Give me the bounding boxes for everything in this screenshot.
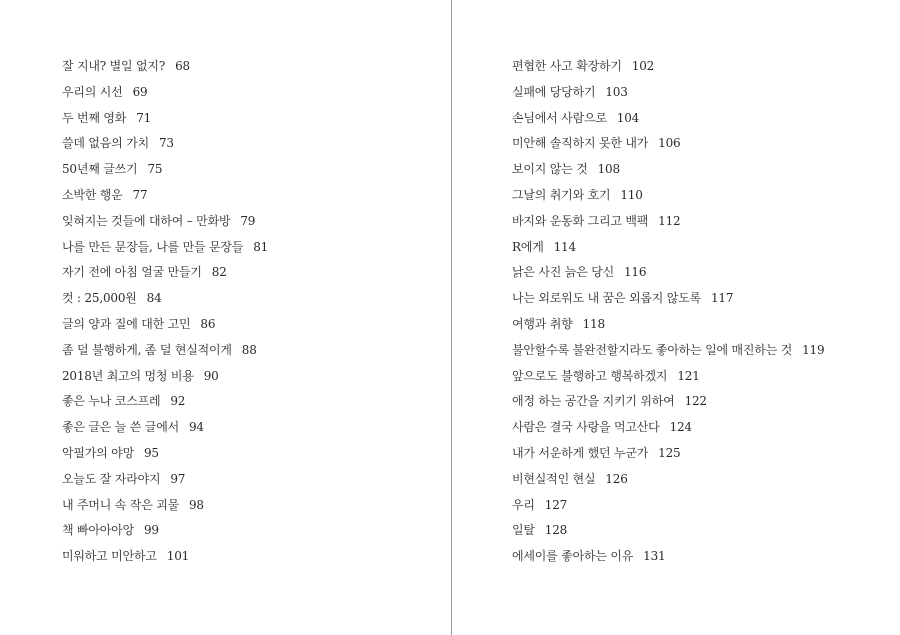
toc-entry-title: 좋은 글은 늘 쓴 글에서 bbox=[62, 420, 179, 435]
toc-entry-page-number: 71 bbox=[136, 110, 152, 125]
toc-entry-title: 미워하고 미안하고 bbox=[62, 549, 157, 564]
toc-entry bbox=[62, 183, 268, 209]
toc-entry bbox=[512, 209, 824, 235]
toc-entry bbox=[512, 80, 824, 106]
toc-entry-title: R에게 bbox=[512, 239, 544, 254]
toc-entry-page-number: 112 bbox=[658, 213, 681, 228]
toc-entry bbox=[62, 209, 268, 235]
toc-entry-title: 두 번째 영화 bbox=[62, 110, 127, 125]
toc-entry bbox=[512, 467, 824, 493]
toc-entry-page-number: 118 bbox=[582, 316, 605, 331]
toc-entry-page-number: 88 bbox=[241, 342, 257, 357]
toc-entry-title: 자기 전에 아침 얼굴 만들기 bbox=[62, 265, 202, 280]
toc-entry-page-number: 121 bbox=[677, 368, 700, 383]
toc-entry-page-number: 117 bbox=[710, 291, 734, 306]
toc-entry-page-number: 97 bbox=[170, 471, 186, 486]
toc-entry-page-number: 98 bbox=[189, 497, 204, 512]
right-page bbox=[452, 0, 900, 635]
toc-entry-title: 우리 bbox=[512, 497, 535, 512]
toc-entry bbox=[62, 131, 268, 157]
toc-entry-page-number: 116 bbox=[623, 265, 647, 280]
toc-entry bbox=[512, 493, 824, 519]
toc-entry-title: 소박한 행운 bbox=[62, 187, 123, 202]
toc-entry bbox=[62, 106, 268, 132]
toc-entry bbox=[512, 131, 824, 157]
toc-entry-title: 애정 하는 공간을 지키기 위하여 bbox=[512, 394, 675, 409]
toc-entry-title: 쓸데 없음의 가치 bbox=[62, 136, 149, 151]
toc-entry bbox=[62, 467, 268, 493]
toc-entry-page-number: 79 bbox=[240, 213, 256, 228]
toc-entry-page-number: 95 bbox=[143, 445, 159, 460]
toc-entry-page-number: 110 bbox=[620, 187, 643, 202]
toc-entry bbox=[512, 312, 824, 338]
toc-entry-title: 나를 만든 문장들, 나를 만들 문장들 bbox=[62, 239, 244, 254]
toc-entry-title: 2018년 최고의 멍청 비용 bbox=[62, 368, 194, 383]
toc-entry-page-number: 73 bbox=[158, 136, 174, 151]
toc-entry-title: 사람은 결국 사랑을 먹고산다 bbox=[512, 420, 660, 435]
toc-entry bbox=[62, 235, 268, 261]
toc-entry bbox=[62, 544, 268, 570]
toc-entry-title: 오늘도 잘 자라야지 bbox=[62, 471, 161, 486]
toc-entry-title: 컷 : 25,000원 bbox=[62, 291, 137, 306]
toc-entry bbox=[62, 286, 268, 312]
toc-entry-title: 내가 서운하게 했던 누군가 bbox=[512, 445, 649, 460]
toc-entry-page-number: 69 bbox=[132, 84, 148, 99]
toc-entry-page-number: 131 bbox=[643, 549, 666, 564]
toc-entry bbox=[62, 338, 268, 364]
toc-entry-page-number: 122 bbox=[684, 394, 707, 409]
toc-entry-page-number: 106 bbox=[658, 136, 681, 151]
toc-entry bbox=[62, 415, 268, 441]
toc-entry-title: 여행과 취향 bbox=[512, 316, 573, 331]
toc-entry-title: 손님에서 사람으로 bbox=[512, 110, 607, 125]
toc-entry-title: 잘 지내? 별일 없지? bbox=[62, 59, 166, 73]
toc-entry-title: 바지와 운동화 그리고 백팩 bbox=[512, 213, 649, 228]
toc-entry-page-number: 125 bbox=[658, 445, 681, 460]
toc-entry bbox=[62, 54, 268, 80]
toc-entry bbox=[62, 518, 268, 544]
toc-entry bbox=[512, 544, 824, 570]
toc-entry-title: 그날의 취기와 호기 bbox=[512, 187, 611, 202]
toc-entry-title: 실패에 당당하기 bbox=[512, 84, 596, 99]
toc-entry-title: 좋은 누나 코스프레 bbox=[62, 394, 161, 409]
toc-entry bbox=[512, 260, 824, 286]
toc-entry-title: 낡은 사진 늙은 당신 bbox=[512, 265, 614, 280]
toc-entry-page-number: 75 bbox=[147, 162, 163, 177]
toc-entry bbox=[512, 364, 824, 390]
toc-entry-page-number: 84 bbox=[146, 291, 162, 306]
toc-entry-title: 일탈 bbox=[512, 523, 535, 538]
toc-entry bbox=[512, 235, 824, 261]
toc-entry-title: 좀 덜 불행하게, 좀 덜 현실적이게 bbox=[62, 342, 232, 357]
toc-entry-title: 에세이를 좋아하는 이유 bbox=[512, 549, 634, 564]
toc-entry-page-number: 101 bbox=[166, 549, 190, 564]
toc-entry-title: 잊혀지는 것들에 대하여 – 만화방 bbox=[62, 213, 231, 228]
toc-entry-page-number: 92 bbox=[170, 394, 186, 409]
toc-entry bbox=[512, 54, 824, 80]
toc-entry bbox=[512, 106, 824, 132]
toc-list-left bbox=[62, 54, 268, 570]
toc-entry-title: 글의 양과 질에 대한 고민 bbox=[62, 316, 191, 331]
toc-entry-title: 불안할수록 불완전할지라도 좋아하는 일에 매진하는 것 bbox=[512, 342, 793, 357]
toc-entry bbox=[512, 389, 824, 415]
toc-entry bbox=[512, 415, 824, 441]
toc-entry-title: 앞으로도 불행하고 행복하겠지 bbox=[512, 368, 668, 383]
toc-entry-title: 보이지 않는 것 bbox=[512, 162, 588, 177]
toc-entry-page-number: 126 bbox=[605, 471, 628, 486]
toc-entry-page-number: 128 bbox=[544, 523, 568, 538]
toc-entry-title: 우리의 시선 bbox=[62, 84, 123, 99]
toc-entry-title: 악필가의 야망 bbox=[62, 445, 134, 460]
toc-entry-page-number: 77 bbox=[132, 187, 148, 202]
toc-entry-page-number: 102 bbox=[631, 59, 655, 73]
toc-entry bbox=[512, 286, 824, 312]
toc-entry bbox=[62, 157, 268, 183]
toc-entry-title: 나는 외로워도 내 꿈은 외롭지 않도록 bbox=[512, 291, 701, 306]
toc-entry-page-number: 90 bbox=[203, 368, 219, 383]
toc-entry-title: 책 빠아아아앙 bbox=[62, 523, 134, 538]
toc-entry bbox=[62, 441, 268, 467]
toc-entry bbox=[512, 338, 824, 364]
toc-entry bbox=[62, 312, 268, 338]
toc-entry-title: 편협한 사고 확장하기 bbox=[512, 59, 622, 73]
toc-entry-page-number: 81 bbox=[253, 239, 269, 254]
toc-entry-page-number: 119 bbox=[802, 342, 825, 357]
toc-entry bbox=[512, 518, 824, 544]
toc-entry-page-number: 127 bbox=[544, 497, 568, 512]
toc-entry bbox=[62, 389, 268, 415]
toc-entry-page-number: 114 bbox=[553, 239, 576, 254]
toc-entry-page-number: 82 bbox=[211, 265, 227, 280]
toc-entry-title: 내 주머니 속 작은 괴물 bbox=[62, 497, 179, 512]
toc-entry-page-number: 103 bbox=[605, 84, 628, 99]
toc-entry bbox=[62, 80, 268, 106]
toc-entry-page-number: 104 bbox=[616, 110, 640, 125]
toc-entry bbox=[512, 441, 824, 467]
toc-entry-title: 50년째 글쓰기 bbox=[62, 162, 138, 177]
toc-entry-page-number: 99 bbox=[143, 523, 159, 538]
toc-entry-title: 미안해 솔직하지 못한 내가 bbox=[512, 136, 649, 151]
toc-entry bbox=[62, 364, 268, 390]
toc-entry bbox=[512, 183, 824, 209]
toc-entry-page-number: 124 bbox=[669, 420, 692, 435]
toc-entry-page-number: 86 bbox=[200, 316, 216, 331]
toc-entry-page-number: 68 bbox=[175, 59, 190, 73]
toc-entry bbox=[62, 493, 268, 519]
toc-entry bbox=[512, 157, 824, 183]
toc-entry bbox=[62, 260, 268, 286]
toc-list-right bbox=[512, 54, 824, 570]
toc-entry-page-number: 94 bbox=[189, 420, 204, 435]
toc-entry-page-number: 108 bbox=[597, 162, 620, 177]
toc-entry-title: 비현실적인 현실 bbox=[512, 471, 596, 486]
